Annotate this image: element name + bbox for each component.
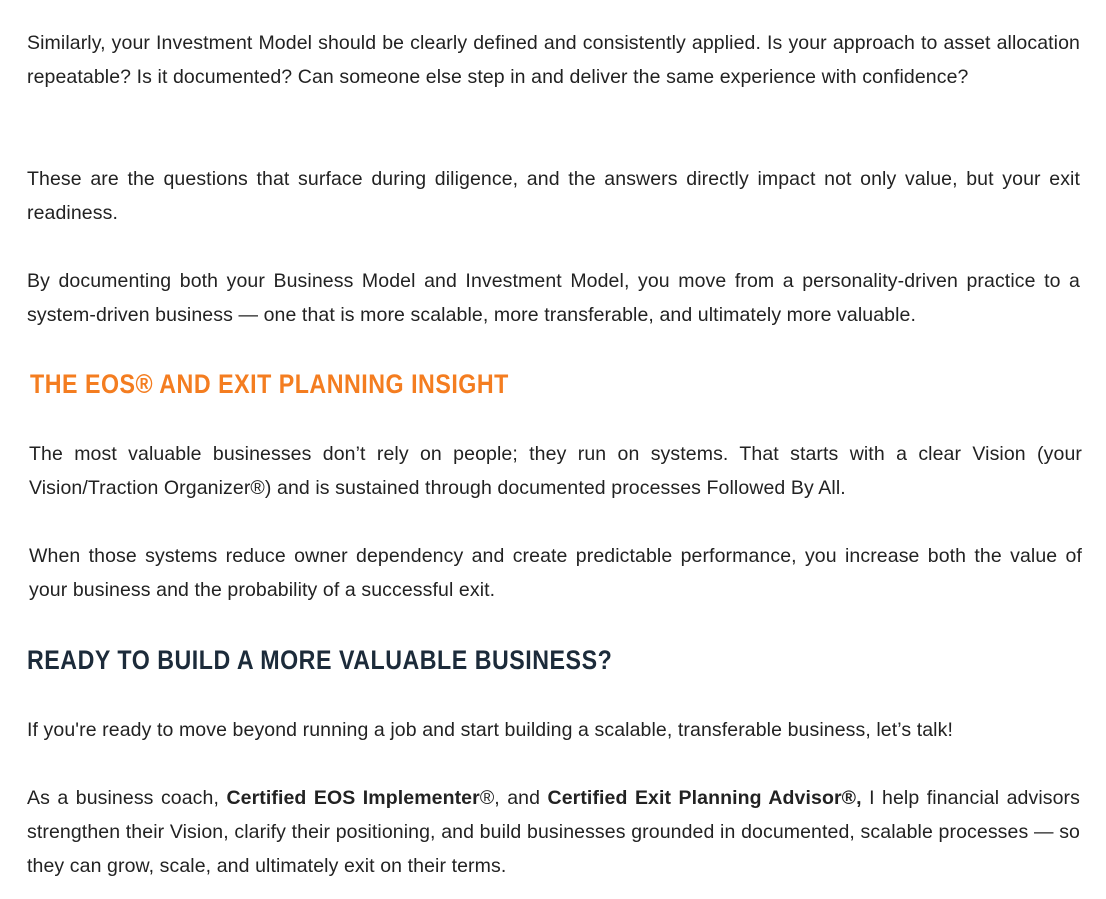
paragraph-diligence: These are the questions that surface during diligence, and the answers directly impact not only value, but your exit readiness.	[27, 168, 1080, 224]
coach-bio-rest: I help financial advisors strengthen their Vision, clarify their positioning, and build businesses grounded in documented, scalable processes — so they can grow, scale, and ultimately exit on their terms.	[27, 787, 1081, 877]
credential-eos-implementer: Certified EOS Implementer	[226, 787, 480, 809]
paragraph-coach-bio	[27, 781, 1080, 883]
coach-bio-mid: ®, and	[479, 787, 548, 809]
heading-eos-insight: THE EOS® AND EXIT PLANNING INSIGHT	[30, 369, 509, 399]
credential-exit-planning-advisor: Certified Exit Planning Advisor®,	[547, 787, 862, 809]
paragraph-insight-exit: When those systems reduce owner dependency and create predictable performance, you increase both the value of your business and the probability of a successful exit.	[29, 545, 1082, 601]
coach-bio-intro: As a business coach,	[27, 787, 227, 809]
heading-ready-to-build: READY TO BUILD A MORE VALUABLE BUSINESS?	[27, 645, 613, 675]
paragraph-insight-systems: The most valuable businesses don’t rely on people; they run on systems. That starts with a clear Vision (your Vision/Traction Organizer®) and is sustained through documented processes Followed By All.	[29, 443, 1082, 499]
paragraph-documenting: By documenting both your Business Model and Investment Model, you move from a personality-driven practice to a system-driven business — one that is more scalable, more transferable, and ultimately more valuable.	[27, 270, 1080, 326]
paragraph-investment-model: Similarly, your Investment Model should be clearly defined and consistently applied. Is your approach to asset allocation repeatable? Is it documented? Can someone else step in and deliver the same experience with confidence?	[27, 32, 1080, 88]
paragraph-lets-talk: If you're ready to move beyond running a job and start building a scalable, transferable business, let’s talk!	[27, 719, 953, 741]
